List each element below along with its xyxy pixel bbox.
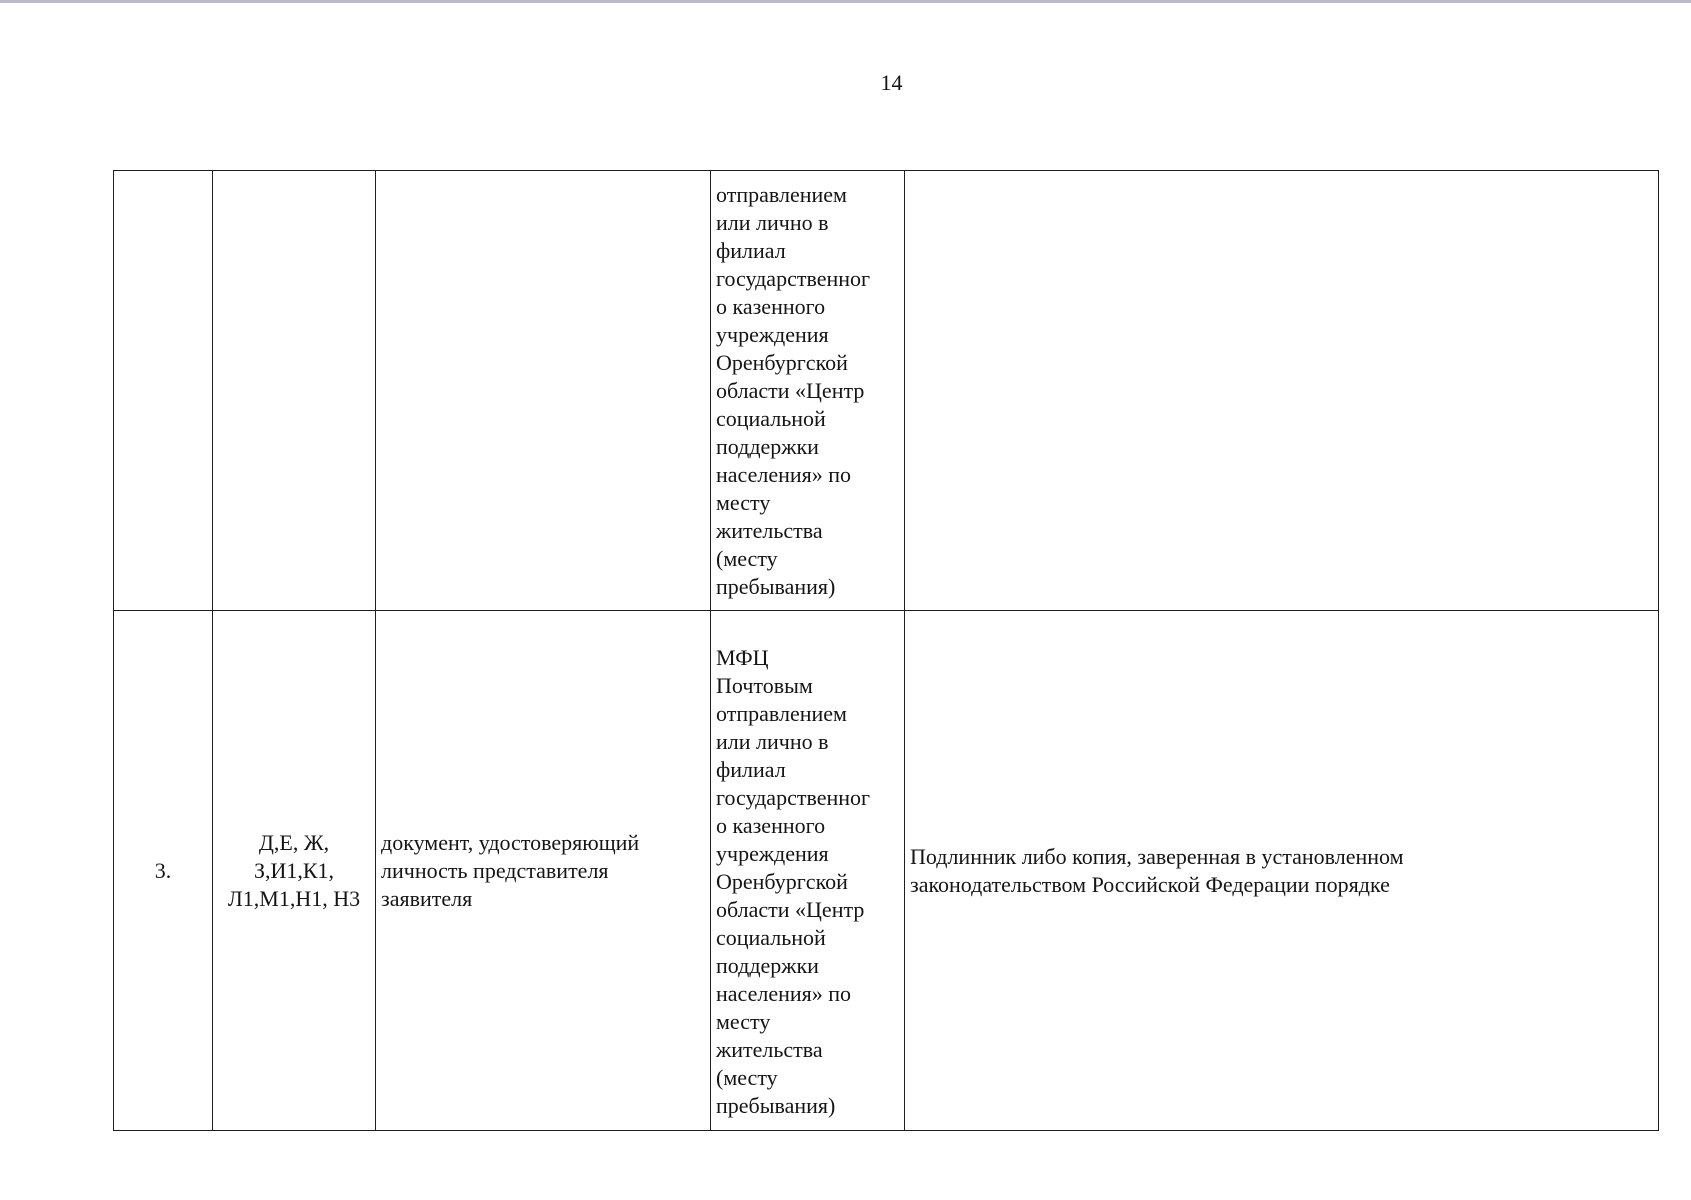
cell-text-line: или лично в [716, 209, 829, 235]
cell-categories [213, 611, 376, 1131]
cell-text-line: З,И1,К1, [253, 857, 335, 883]
cell-text-line: населения» по [716, 461, 852, 487]
cell-text-line: (месту [716, 545, 778, 571]
cell-text-line: пребывания) [716, 1092, 836, 1118]
cell-text-line: филиал [716, 756, 786, 782]
cell-text-line: поддержки [716, 433, 819, 459]
cell-text-line: государственног [716, 784, 871, 810]
cell-categories [213, 171, 376, 611]
cell-text-line: МФЦ [716, 644, 769, 670]
cell-text-line: Оренбургской [716, 349, 848, 375]
cell-text-line: отправлением [716, 700, 847, 726]
cell-text-line: Подлинник либо копия, заверенная в установленном [910, 843, 1404, 869]
cell-document [376, 171, 711, 611]
cell-text-line: или лично в [716, 728, 829, 754]
cell-text-line: учреждения [716, 840, 829, 866]
documents-table [113, 170, 1659, 1131]
cell-text-line: Почтовым [716, 672, 813, 698]
cell-text-line: области «Центр [716, 896, 865, 922]
cell-number: 3. [114, 611, 213, 1131]
table-row-3 [114, 611, 1659, 1131]
cell-submission-place [711, 171, 905, 611]
cell-text-line: месту [716, 489, 771, 515]
scan-edge [0, 0, 1691, 3]
cell-text-line: Оренбургской [716, 868, 848, 894]
cell-text-line: отправлением [716, 181, 847, 207]
cell-text-line: социальной [716, 405, 826, 431]
cell-text-line: Л1,М1,Н1, Н3 [227, 885, 361, 911]
cell-text-line: области «Центр [716, 377, 865, 403]
cell-text-line: жительства [716, 517, 823, 543]
cell-text-line: населения» по [716, 980, 852, 1006]
cell-requirement [905, 171, 1659, 611]
cell-document [376, 611, 711, 1131]
cell-submission-place [711, 611, 905, 1131]
cell-text-line: о казенного [716, 293, 826, 319]
cell-text-line: жительства [716, 1036, 823, 1062]
cell-text-line: личность представителя [381, 857, 609, 883]
cell-text-line: филиал [716, 237, 786, 263]
cell-requirement [905, 611, 1659, 1131]
cell-text-line: законодательством Российской Федерации порядке [910, 871, 1390, 897]
cell-text-line: социальной [716, 924, 826, 950]
cell-text-line: месту [716, 1008, 771, 1034]
page-number: 14 [880, 70, 903, 95]
cell-text-line: пребывания) [716, 573, 836, 599]
cell-text-line: государственног [716, 265, 871, 291]
cell-text-line: поддержки [716, 952, 819, 978]
cell-text-line: документ, удостоверяющий [381, 829, 640, 855]
cell-text-line: (месту [716, 1064, 778, 1090]
cell-text-line: о казенного [716, 812, 826, 838]
cell-text-line: Д,Е, Ж, [258, 829, 330, 855]
cell-number [114, 171, 213, 611]
cell-text-line: заявителя [381, 885, 473, 911]
cell-text-line: учреждения [716, 321, 829, 347]
table-row-continuation [114, 171, 1659, 611]
